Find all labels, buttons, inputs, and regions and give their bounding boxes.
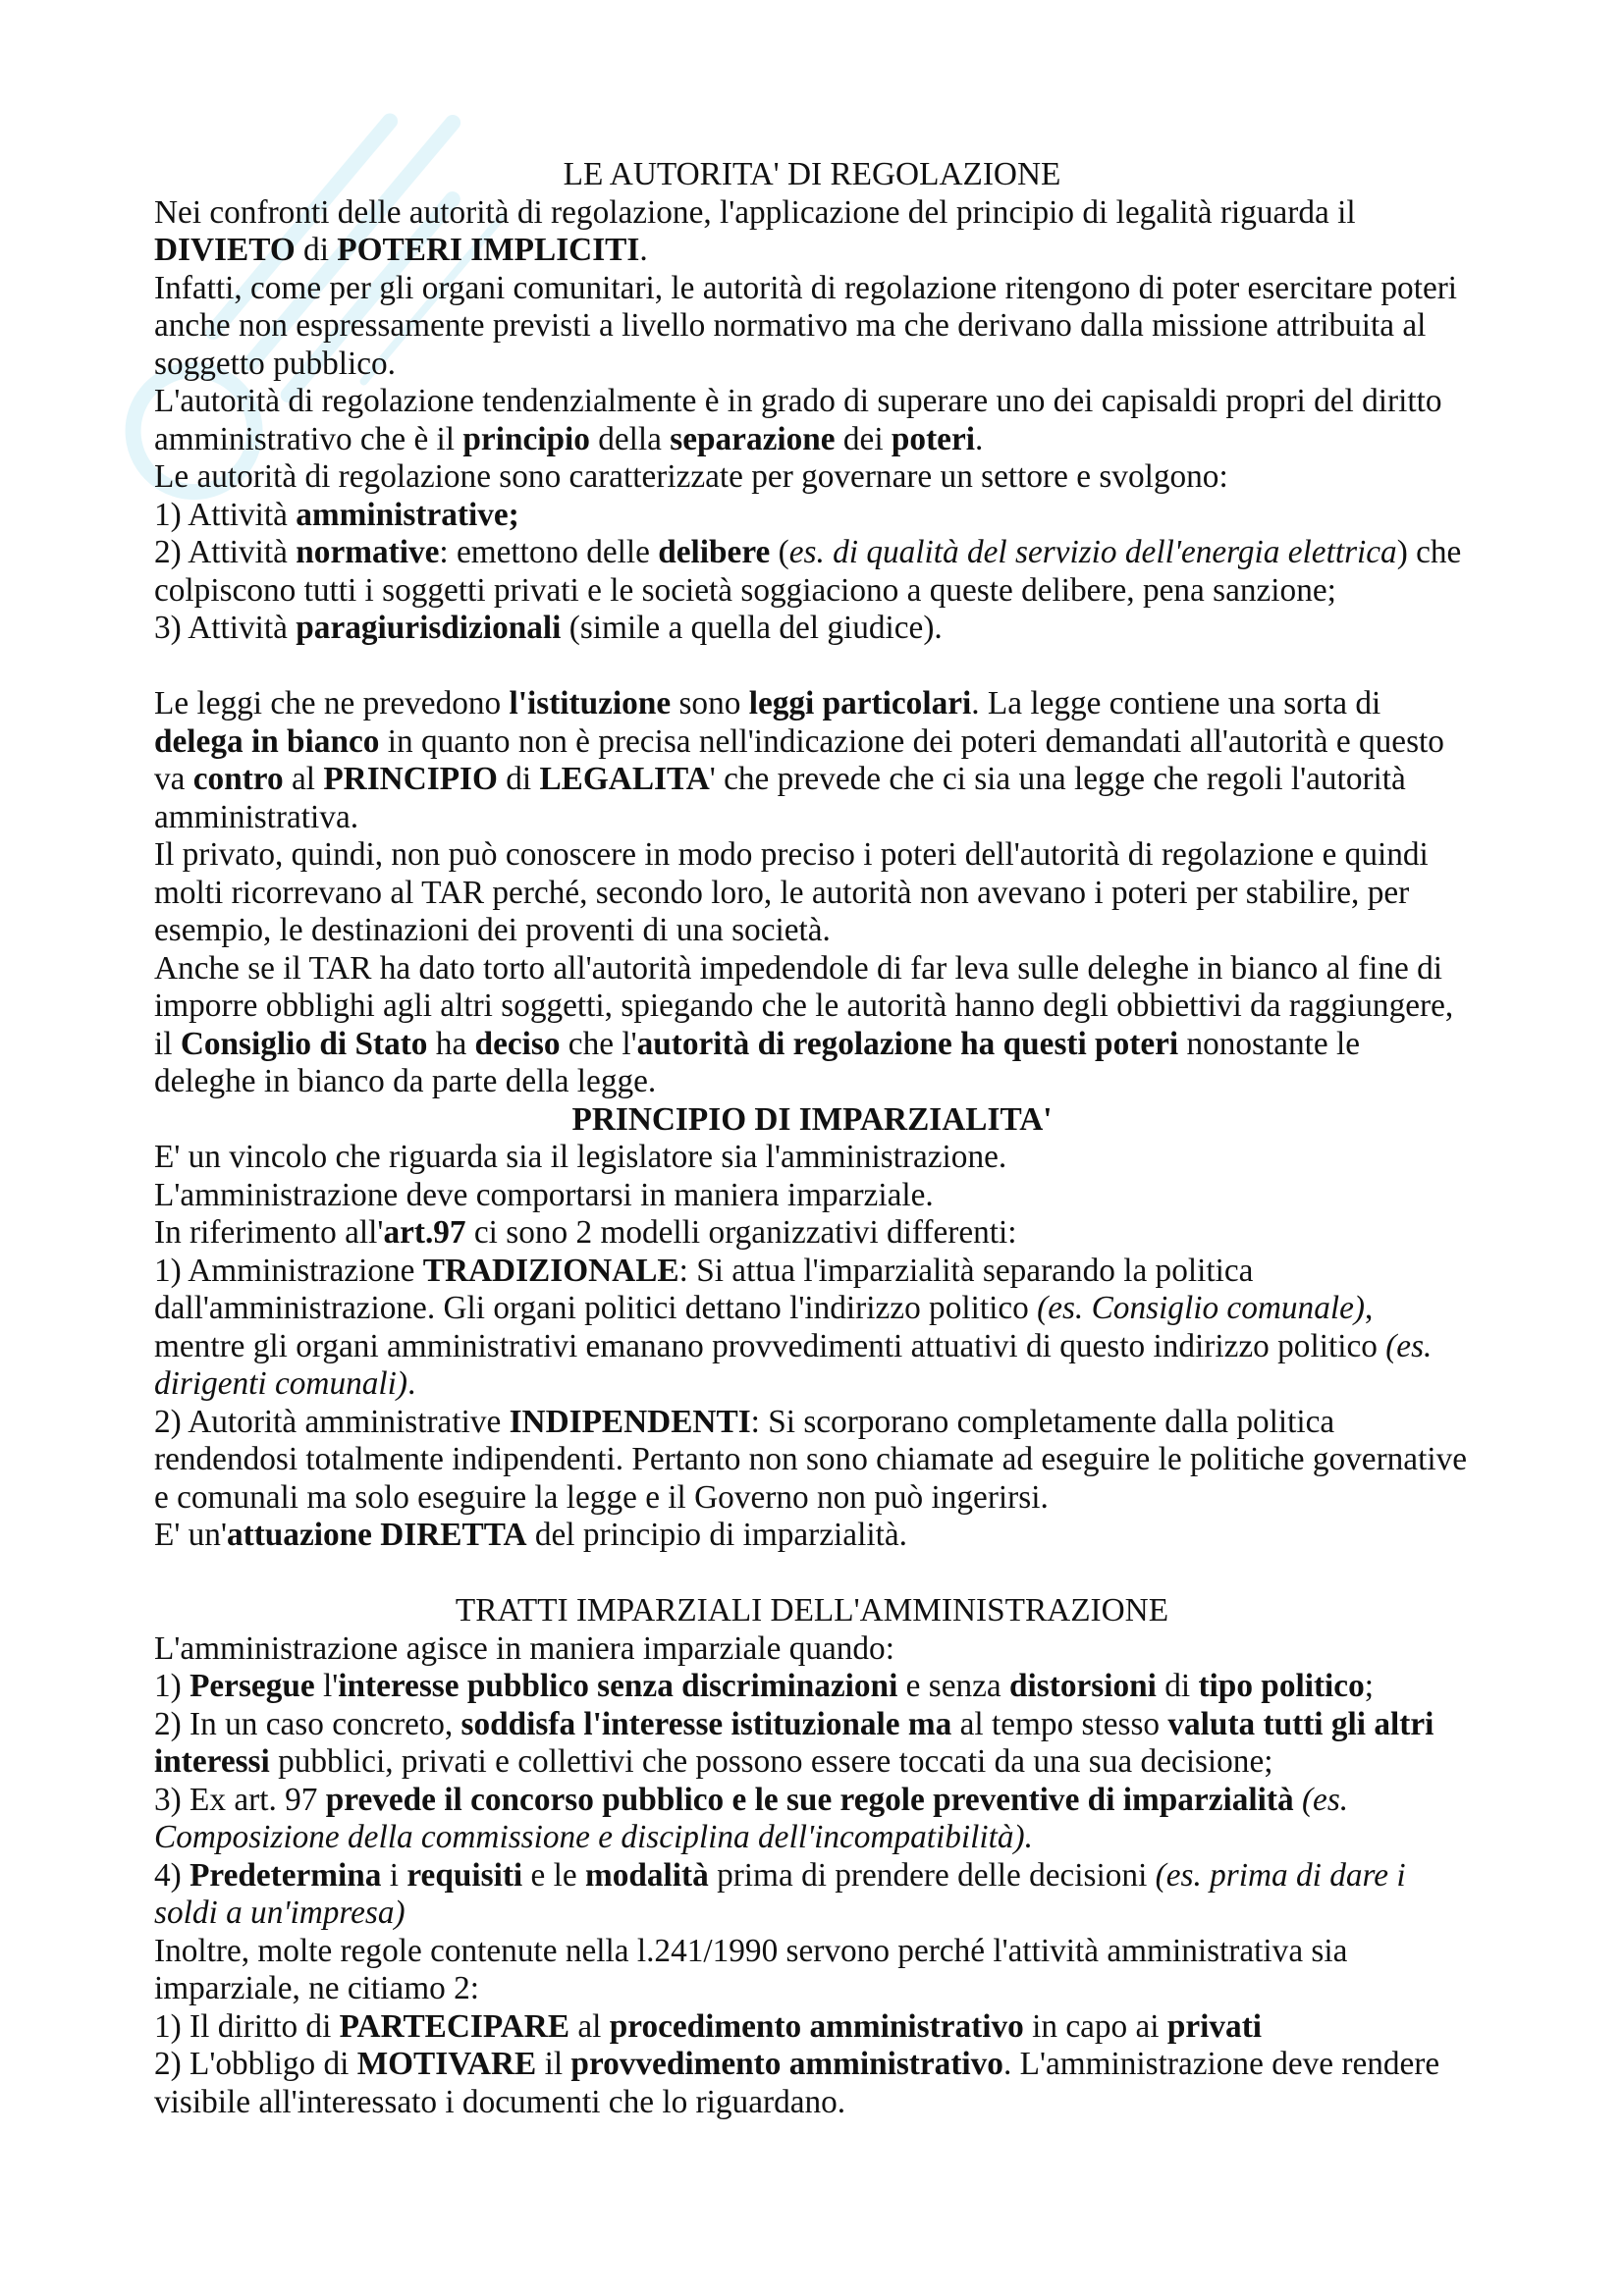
text-run: 3) Attività bbox=[154, 610, 297, 646]
text-run: Il privato, quindi, non può conoscere in modo preciso i poteri dell'autorità di regolazione e quindi bbox=[154, 836, 1429, 873]
bold-text: PRINCIPIO bbox=[323, 761, 498, 797]
text-line bbox=[154, 421, 1489, 459]
bold-text: LEGALITA bbox=[539, 761, 710, 797]
text-line bbox=[154, 1933, 1489, 1971]
text-run: il bbox=[536, 2046, 571, 2082]
section-text bbox=[154, 1630, 1489, 2122]
text-line bbox=[154, 1743, 1489, 1782]
text-run: . bbox=[639, 232, 648, 268]
bold-text: MOTIVARE bbox=[356, 2046, 537, 2082]
bold-text: amministrative; bbox=[296, 496, 519, 533]
text-run: i bbox=[381, 1856, 407, 1894]
bold-text: procedimento amministrativo bbox=[609, 2007, 1024, 2045]
text-line bbox=[154, 2008, 1489, 2047]
text-run: Le leggi che ne prevedono bbox=[154, 685, 510, 721]
text-run: Le autorità di regolazione sono caratterizzate per governare un settore e svolgono: bbox=[154, 458, 1228, 495]
text-line bbox=[154, 1404, 1489, 1442]
bold-text: interesse pubblico senza discriminazioni bbox=[338, 1668, 898, 1704]
text-line bbox=[154, 534, 1489, 572]
text-run: ci sono 2 modelli organizzativi differenti: bbox=[465, 1214, 1017, 1251]
text-line bbox=[154, 1253, 1489, 1291]
text-run: . bbox=[974, 420, 984, 457]
text-run: L'amministrazione agisce in maniera imparziale quando: bbox=[154, 1629, 894, 1667]
text-run: dall'amministrazione. Gli organi politici dettano l'indirizzo politico bbox=[154, 1290, 1038, 1326]
italic-text: (es. bbox=[1293, 1781, 1349, 1818]
text-run: . La legge contiene una sorta di bbox=[971, 685, 1381, 721]
text-line bbox=[154, 1214, 1489, 1253]
text-run: 2) Attività bbox=[154, 534, 297, 570]
text-line bbox=[154, 723, 1489, 762]
text-run: 4) bbox=[154, 1856, 190, 1894]
text-run: e senza bbox=[897, 1668, 1010, 1704]
bold-text: INDIPENDENTI bbox=[509, 1403, 751, 1440]
italic-text: (es. prima di dare i bbox=[1155, 1856, 1406, 1894]
bold-text: interessi bbox=[154, 1743, 270, 1780]
text-line bbox=[154, 685, 1489, 723]
text-run: , bbox=[1364, 1290, 1374, 1326]
text-run: ) che bbox=[1396, 534, 1462, 570]
text-run: L'autorità di regolazione tendenzialmente è in grado di superare uno dei capisaldi propri del diritto bbox=[154, 383, 1442, 419]
bold-text: requisiti bbox=[406, 1856, 523, 1894]
bold-text: paragiurisdizionali bbox=[296, 610, 562, 646]
text-run: Nei confronti delle autorità di regolazione, l'applicazione del principio di legalità riguarda il bbox=[154, 193, 1356, 231]
text-line bbox=[154, 1026, 1489, 1064]
text-run: il bbox=[154, 1025, 181, 1062]
text-line bbox=[154, 1290, 1489, 1328]
text-line bbox=[154, 458, 1489, 497]
text-run: ; bbox=[1364, 1668, 1374, 1704]
document-body bbox=[154, 156, 1489, 2121]
text-line bbox=[154, 1139, 1489, 1177]
text-line bbox=[154, 1706, 1489, 1744]
section-heading: TRATTI IMPARZIALI DELL'AMMINISTRAZIONE bbox=[455, 1592, 1169, 1629]
text-run: rendendosi totalmente indipendenti. Pertanto non sono chiamate ad eseguire le politiche governative bbox=[154, 1441, 1468, 1477]
italic-text: es. di qualità del servizio dell'energia elettrica bbox=[788, 534, 1397, 570]
text-run: di bbox=[497, 761, 540, 797]
text-run: (simile a quella del giudice). bbox=[561, 610, 943, 646]
text-run: E' un vincolo che riguarda sia il legislatore sia l'amministrazione. bbox=[154, 1139, 1007, 1175]
text-run: imporre obblighi agli altri soggetti, spiegando che le autorità hanno degli obbiettivi da raggiungere, bbox=[154, 988, 1454, 1024]
bold-text: soddisfa l'interesse istituzionale ma bbox=[460, 1705, 952, 1742]
text-line bbox=[154, 232, 1489, 270]
text-line bbox=[154, 497, 1489, 535]
text-run: soggetto pubblico. bbox=[154, 345, 397, 382]
bold-text: delega in bianco bbox=[154, 722, 380, 760]
bold-text: tipo politico bbox=[1198, 1668, 1365, 1704]
blank-line bbox=[154, 648, 1489, 686]
text-run: sono bbox=[671, 685, 749, 721]
text-line bbox=[154, 194, 1489, 233]
text-run: al tempo stesso bbox=[951, 1705, 1168, 1742]
text-run: 2) L'obbligo di bbox=[154, 2046, 357, 2082]
section-tratti-imparziali bbox=[154, 1592, 1489, 2121]
text-run: In riferimento all' bbox=[154, 1214, 384, 1251]
bold-text: DIVIETO bbox=[154, 232, 296, 268]
text-line bbox=[154, 1630, 1489, 1669]
text-run: E' un' bbox=[154, 1517, 227, 1553]
text-line bbox=[154, 270, 1489, 308]
text-run: prima di prendere delle decisioni bbox=[708, 1856, 1156, 1894]
bold-text: deciso bbox=[474, 1025, 561, 1062]
bold-text: POTERI IMPLICITI bbox=[337, 232, 640, 268]
text-line bbox=[154, 1668, 1489, 1706]
bold-text: Predetermina bbox=[189, 1856, 382, 1894]
text-line bbox=[154, 875, 1489, 913]
bold-text: provvedimento amministrativo bbox=[570, 2046, 1003, 2082]
section-heading: LE AUTORITA' DI REGOLAZIONE bbox=[563, 156, 1061, 192]
text-run: che l' bbox=[560, 1025, 637, 1062]
text-line bbox=[154, 2084, 1489, 2122]
text-run: L'amministrazione deve comportarsi in maniera imparziale. bbox=[154, 1176, 934, 1213]
text-line bbox=[154, 1479, 1489, 1518]
text-run: va bbox=[154, 761, 193, 797]
text-run: del principio di imparzialità. bbox=[526, 1517, 907, 1553]
text-run: e le bbox=[522, 1856, 585, 1894]
text-line bbox=[154, 761, 1489, 799]
bold-text: valuta tutti gli altri bbox=[1167, 1705, 1434, 1742]
text-run: amministrativa. bbox=[154, 798, 359, 835]
bold-text: distorsioni bbox=[1009, 1668, 1157, 1704]
text-run: della bbox=[589, 420, 671, 457]
text-line bbox=[154, 1782, 1489, 1820]
text-line bbox=[154, 1441, 1489, 1479]
text-run: deleghe in bianco da parte della legge. bbox=[154, 1063, 657, 1099]
text-run: in quanto non è precisa nell'indicazione dei poteri demandati all'autorità e questo bbox=[379, 722, 1444, 760]
text-run: 1) Amministrazione bbox=[154, 1252, 423, 1289]
text-run: Inoltre, molte regole contenute nella l.241/1990 servono perché l'attività amministrativa sia bbox=[154, 1932, 1348, 1969]
text-line bbox=[154, 1328, 1489, 1366]
text-run: e comunali ma solo eseguire la legge e il Governo non può ingerirsi. bbox=[154, 1478, 1049, 1516]
text-line bbox=[154, 346, 1489, 384]
bold-text: TRADIZIONALE bbox=[422, 1252, 679, 1289]
bold-text: separazione bbox=[670, 420, 836, 457]
bold-text: principio bbox=[462, 420, 590, 457]
bold-text: poteri bbox=[891, 420, 975, 457]
text-run: al bbox=[569, 2007, 610, 2045]
text-run: Infatti, come per gli organi comunitari, le autorità di regolazione ritengono di poter esercitare poteri bbox=[154, 269, 1458, 306]
text-run: al bbox=[283, 761, 324, 797]
text-line bbox=[154, 307, 1489, 346]
text-line bbox=[154, 1517, 1489, 1555]
bold-text: l'istituzione bbox=[509, 685, 672, 721]
text-run: 3) Ex art. 97 bbox=[154, 1781, 326, 1818]
bold-text: Persegue bbox=[189, 1668, 315, 1704]
text-run: anche non espressamente previsti a livello normativo ma che derivano dalla missione attribuita al bbox=[154, 307, 1427, 344]
text-line bbox=[154, 383, 1489, 421]
bold-text: prevede il concorso pubblico e le sue regole preventive di imparzialità bbox=[325, 1781, 1294, 1818]
text-run: nonostante le bbox=[1178, 1025, 1361, 1062]
italic-text: (es. Consiglio comunale) bbox=[1037, 1290, 1365, 1326]
text-run: visibile all'interessato i documenti che lo riguardano. bbox=[154, 2083, 846, 2120]
text-run: esempio, le destinazioni dei proventi di una società. bbox=[154, 912, 831, 948]
bold-text: delibere bbox=[658, 534, 771, 570]
text-line bbox=[154, 1365, 1489, 1404]
text-run: 2) Autorità amministrative bbox=[154, 1403, 510, 1440]
text-run: l' bbox=[314, 1668, 339, 1704]
text-run: molti ricorrevano al TAR perché, secondo loro, le autorità non avevano i poteri per stabilire, per bbox=[154, 874, 1410, 911]
italic-text: Composizione della commissione e disciplina dell'incompatibilità). bbox=[154, 1819, 1033, 1855]
text-run: 2) In un caso concreto, bbox=[154, 1705, 461, 1742]
text-line bbox=[154, 836, 1489, 875]
text-run: : Si attua l'imparzialità separando la politica bbox=[678, 1252, 1254, 1289]
text-line bbox=[154, 950, 1489, 988]
text-line bbox=[154, 1063, 1489, 1101]
text-run: dei bbox=[835, 420, 892, 457]
text-run: 1) Il diritto di bbox=[154, 2007, 340, 2045]
bold-text: attuazione DIRETTA bbox=[226, 1517, 527, 1553]
text-run: : emettono delle bbox=[439, 534, 659, 570]
italic-text: soldi a un'impresa) bbox=[154, 1895, 406, 1931]
text-line bbox=[154, 572, 1489, 611]
text-run: di bbox=[1156, 1668, 1199, 1704]
text-line bbox=[154, 1895, 1489, 1933]
text-run: 1) Attività bbox=[154, 496, 297, 533]
bold-text: contro bbox=[192, 761, 284, 797]
bold-text: Consiglio di Stato bbox=[180, 1025, 428, 1062]
section-autorita-di-regolazione bbox=[154, 156, 1489, 1101]
text-run: . L'amministrazione deve rendere bbox=[1002, 2046, 1440, 2082]
text-run: : Si scorporano completamente dalla politica bbox=[750, 1403, 1335, 1440]
text-line bbox=[154, 799, 1489, 837]
bold-text: normative bbox=[296, 534, 440, 570]
bold-text: leggi particolari bbox=[748, 685, 972, 721]
text-line bbox=[154, 988, 1489, 1026]
text-run: ha bbox=[427, 1025, 475, 1062]
text-run: . bbox=[407, 1365, 416, 1402]
text-line bbox=[154, 2046, 1489, 2084]
blank-line bbox=[154, 1555, 1489, 1593]
section-heading: PRINCIPIO DI IMPARZIALITA' bbox=[571, 1100, 1053, 1138]
text-run: Anche se il TAR ha dato torto all'autorità impedendole di far leva sulle deleghe in bianco al fine di bbox=[154, 949, 1442, 987]
text-run: amministrativo che è il bbox=[154, 420, 463, 457]
text-line bbox=[154, 1970, 1489, 2008]
bold-text: PARTECIPARE bbox=[339, 2007, 570, 2045]
text-run: ( bbox=[770, 534, 789, 570]
text-line bbox=[154, 1177, 1489, 1215]
italic-text: dirigenti comunali) bbox=[154, 1365, 408, 1402]
bold-text: modalità bbox=[584, 1856, 709, 1894]
italic-text: (es. bbox=[1385, 1327, 1433, 1364]
text-run: pubblici, privati e collettivi che possono essere toccati da una sua decisione; bbox=[269, 1743, 1273, 1780]
text-run: in capo ai bbox=[1023, 2007, 1167, 2045]
text-run: mentre gli organi amministrativi emanano provvedimenti attuativi di questo indirizzo politico bbox=[154, 1327, 1386, 1364]
text-line bbox=[154, 610, 1489, 648]
text-line bbox=[154, 1819, 1489, 1857]
text-run: ' che prevede che ci sia una legge che regoli l'autorità bbox=[709, 761, 1406, 797]
section-text bbox=[154, 1139, 1489, 1592]
text-run: colpiscono tutti i soggetti privati e le società soggiaciono a queste delibere, pena sanzione; bbox=[154, 571, 1336, 609]
text-run: 1) bbox=[154, 1668, 190, 1704]
text-line bbox=[154, 1857, 1489, 1896]
section-text bbox=[154, 194, 1489, 1101]
text-run: imparziale, ne citiamo 2: bbox=[154, 1970, 479, 2006]
section-principio-di-imparzialita bbox=[154, 1101, 1489, 1593]
bold-text: privati bbox=[1166, 2007, 1263, 2045]
text-run: di bbox=[295, 232, 338, 268]
bold-text: art.97 bbox=[383, 1214, 466, 1251]
bold-text: autorità di regolazione ha questi poteri bbox=[636, 1025, 1179, 1062]
text-line bbox=[154, 912, 1489, 950]
